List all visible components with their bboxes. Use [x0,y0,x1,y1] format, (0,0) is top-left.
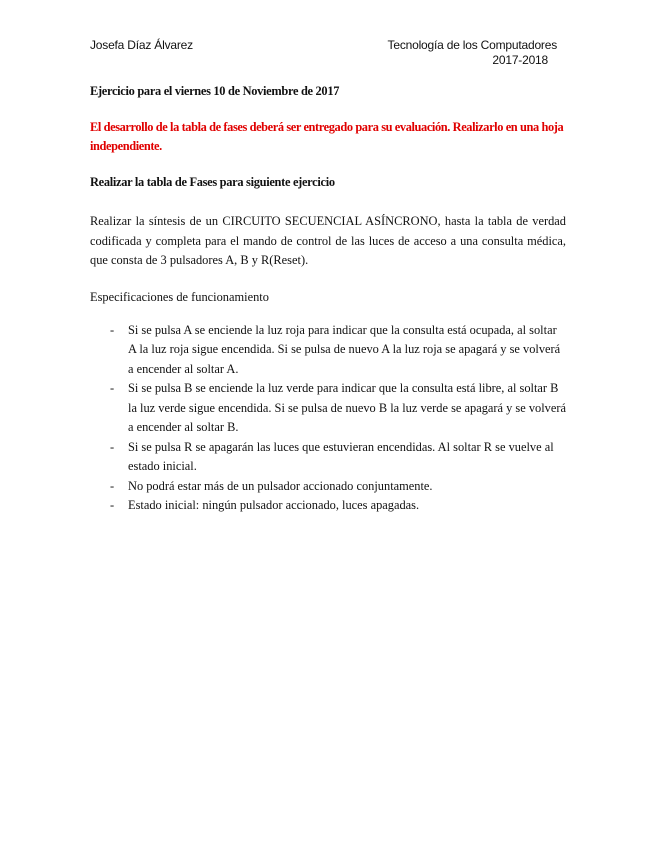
header-author: Josefa Díaz Álvarez [90,38,193,52]
spec-text: Estado inicial: ningún pulsador accionado, luces apagadas. [128,498,420,512]
spec-text: Si se pulsa A se enciende la luz roja para indicar que la consulta está ocupada, al soltar A la luz roja sigue encendida. Si se pulsa de nuevo A la luz roja se apagará y se volverá a encender al soltar A. [128,322,561,376]
spec-list [90,321,566,516]
bullet-dash: - [110,498,115,512]
header-year: 2017-2018 [492,53,548,67]
bullet-dash: - [110,381,115,395]
spec-item [90,477,566,497]
spec-item [90,379,566,438]
document-body [90,82,566,516]
spec-item [90,496,566,516]
submission-notice: El desarrollo de la tabla de fases deberá ser entregado para su evaluación. Realizarlo en una hoja independiente. [90,120,564,153]
bullet-dash: - [110,439,115,454]
header-course-block [388,38,557,68]
spec-text: No podrá estar más de un pulsador accionado conjuntamente. [128,478,433,493]
spec-item [90,321,566,380]
intro-paragraph: Realizar la síntesis de un CIRCUITO SECUENCIAL ASÍNCRONO, hasta la tabla de verdad codificada y completa para el mando de control de las luces de acceso a una consulta médica, que consta de 3 pulsadores A, B y R(Reset). [90,214,566,267]
spec-text: Si se pulsa B se enciende la luz verde para indicar que la consulta está libre, al soltar B la luz verde sigue encendida. Si se pulsa de nuevo B la luz verde se apagará y se volverá a encender al soltar B. [128,381,566,434]
bullet-dash: - [110,478,115,493]
bullet-dash: - [110,322,115,337]
task-title: Realizar la tabla de Fases para siguiente ejercicio [90,175,335,189]
spec-text: Si se pulsa R se apagarán las luces que estuvieran encendidas. Al soltar R se vuelve al estado inicial. [128,439,554,473]
exercise-date: Ejercicio para el viernes 10 de Noviembre de 2017 [90,84,340,98]
header-course: Tecnología de los Computadores [387,38,557,52]
spec-item [90,438,566,477]
spec-heading: Especificaciones de funcionamiento [90,289,269,304]
